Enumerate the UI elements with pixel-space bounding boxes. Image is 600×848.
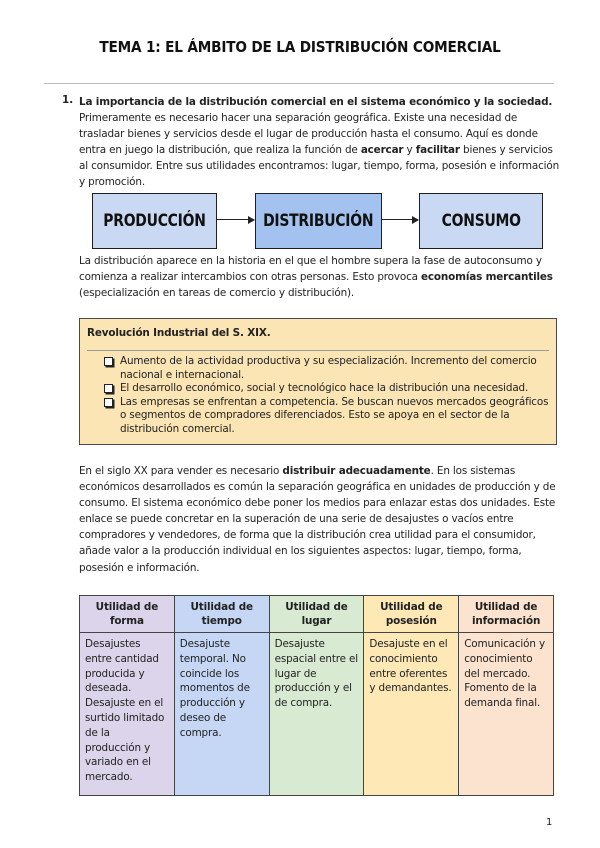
flow-box-distribucion: [255, 193, 382, 249]
history-paragraph: [79, 253, 559, 301]
siglo-xx-text-2: . En los sistemas económicos desarrollados es común la separación geográfica en unidades de producción y de consumo. El sistema económico debe poner los medios para enlazar estas dos unidades. Este enlace se puede concretar en la superación de una serie de desajustes o vacíos entre compradores y vendedores, de forma que la distribución crea utilidad para el consumidor, añade valor a la producción individual en los siguientes aspectos: lugar, tiempo, forma, posesión e información.: [79, 465, 556, 574]
intro-text-1: Primeramente es necesario hacer una separación geográfica. Existe una necesidad de trasladar bienes y servicios desde el lugar de producción hasta el consumo. Aquí es donde entra en juego la distribución, que realiza la función de: [79, 112, 538, 157]
section-number: 1.: [62, 94, 74, 106]
flow-box-produccion: [92, 193, 217, 249]
flow-label-produccion: PRODUCCIÓN: [103, 211, 206, 231]
siglo-xx-text-1: En el siglo XX para vender es necesario: [79, 465, 283, 477]
header-utilidad-informacion: Utilidad de información: [459, 596, 554, 633]
history-text-2: (especialización en tareas de comercio y distribución).: [79, 287, 355, 300]
table-row: [80, 633, 554, 796]
title-divider: [44, 83, 554, 84]
checkbox-bullet-icon: [104, 357, 113, 366]
flow-arrow-right-icon: [216, 219, 254, 220]
header-utilidad-forma: Utilidad de forma: [80, 596, 175, 633]
intro-text-2: y: [403, 144, 416, 157]
header-utilidad-lugar: Utilidad de lugar: [269, 596, 364, 633]
flow-arrow-right-icon: [381, 219, 418, 220]
cell-utilidad-informacion: Comunicación y conocimiento del mercado. Fomento de la demanda final.: [459, 633, 554, 796]
callout-list-item: [102, 396, 552, 437]
utilities-table: [79, 595, 554, 796]
cell-utilidad-posesion: Desajuste en el conocimiento entre oferentes y demandantes.: [364, 633, 459, 796]
callout-item-text: Aumento de la actividad productiva y su especialización. Incremento del comercio nacional e internacional.: [120, 355, 537, 381]
callout-list-item: [102, 355, 552, 382]
page-title: TEMA 1: EL ÁMBITO DE LA DISTRIBUCIÓN COMERCIAL: [99, 38, 501, 56]
section-heading: La importancia de la distribución comercial en el sistema económico y la sociedad.: [79, 96, 553, 108]
flow-label-consumo: CONSUMO: [441, 211, 521, 231]
cell-utilidad-tiempo: Desajuste temporal. No coincide los momentos de producción y deseo de compra.: [174, 633, 269, 796]
table-header-row: [80, 596, 554, 633]
header-utilidad-tiempo: Utilidad de tiempo: [174, 596, 269, 633]
callout-list-item: [102, 382, 552, 396]
intro-text-3: bienes y servicios al consumidor. Entre sus utilidades encontramos: lugar, tiempo, forma, posesión e información y promoción.: [79, 144, 560, 189]
bold-acercar: acercar: [360, 144, 404, 157]
callout-list: [102, 355, 552, 437]
callout-divider: [87, 350, 549, 351]
flow-box-consumo: [419, 193, 543, 249]
checkbox-bullet-icon: [104, 398, 113, 407]
page-number: 1: [546, 817, 553, 828]
cell-utilidad-forma: Desajustes entre cantidad producida y deseada. Desajuste en el surtido limitado de la producción y variado en el mercado.: [80, 633, 175, 796]
callout-title: Revolución Industrial del S. XIX.: [87, 327, 271, 339]
bold-distribuir-adecuadamente: distribuir adecuadamente: [282, 465, 431, 477]
cell-utilidad-lugar: Desajuste espacial entre el lugar de producción y el de compra.: [269, 633, 364, 796]
section-intro-paragraph: [79, 94, 559, 191]
history-text-1: La distribución aparece en la historia en el que el hombre supera la fase de autoconsumo y comienza a realizar intercambios con otras personas. Esto provoca: [79, 255, 542, 284]
checkbox-bullet-icon: [104, 384, 113, 393]
bold-economias-mercantiles: economías mercantiles: [421, 271, 553, 284]
header-utilidad-posesion: Utilidad de posesión: [364, 596, 459, 633]
siglo-xx-paragraph: [79, 463, 559, 576]
callout-item-text: El desarrollo económico, social y tecnológico hace la distribución una necesidad.: [120, 382, 529, 395]
callout-item-text: Las empresas se enfrentan a competencia. Se buscan nuevos mercados geográficos o segmentos de compradores diferenciados. Esto se apoya en el sector de la distribución comercial.: [120, 395, 549, 435]
flow-label-distribucion: DISTRIBUCIÓN: [263, 211, 374, 231]
revolucion-industrial-callout: [79, 318, 557, 445]
bold-facilitar: facilitar: [415, 144, 460, 157]
